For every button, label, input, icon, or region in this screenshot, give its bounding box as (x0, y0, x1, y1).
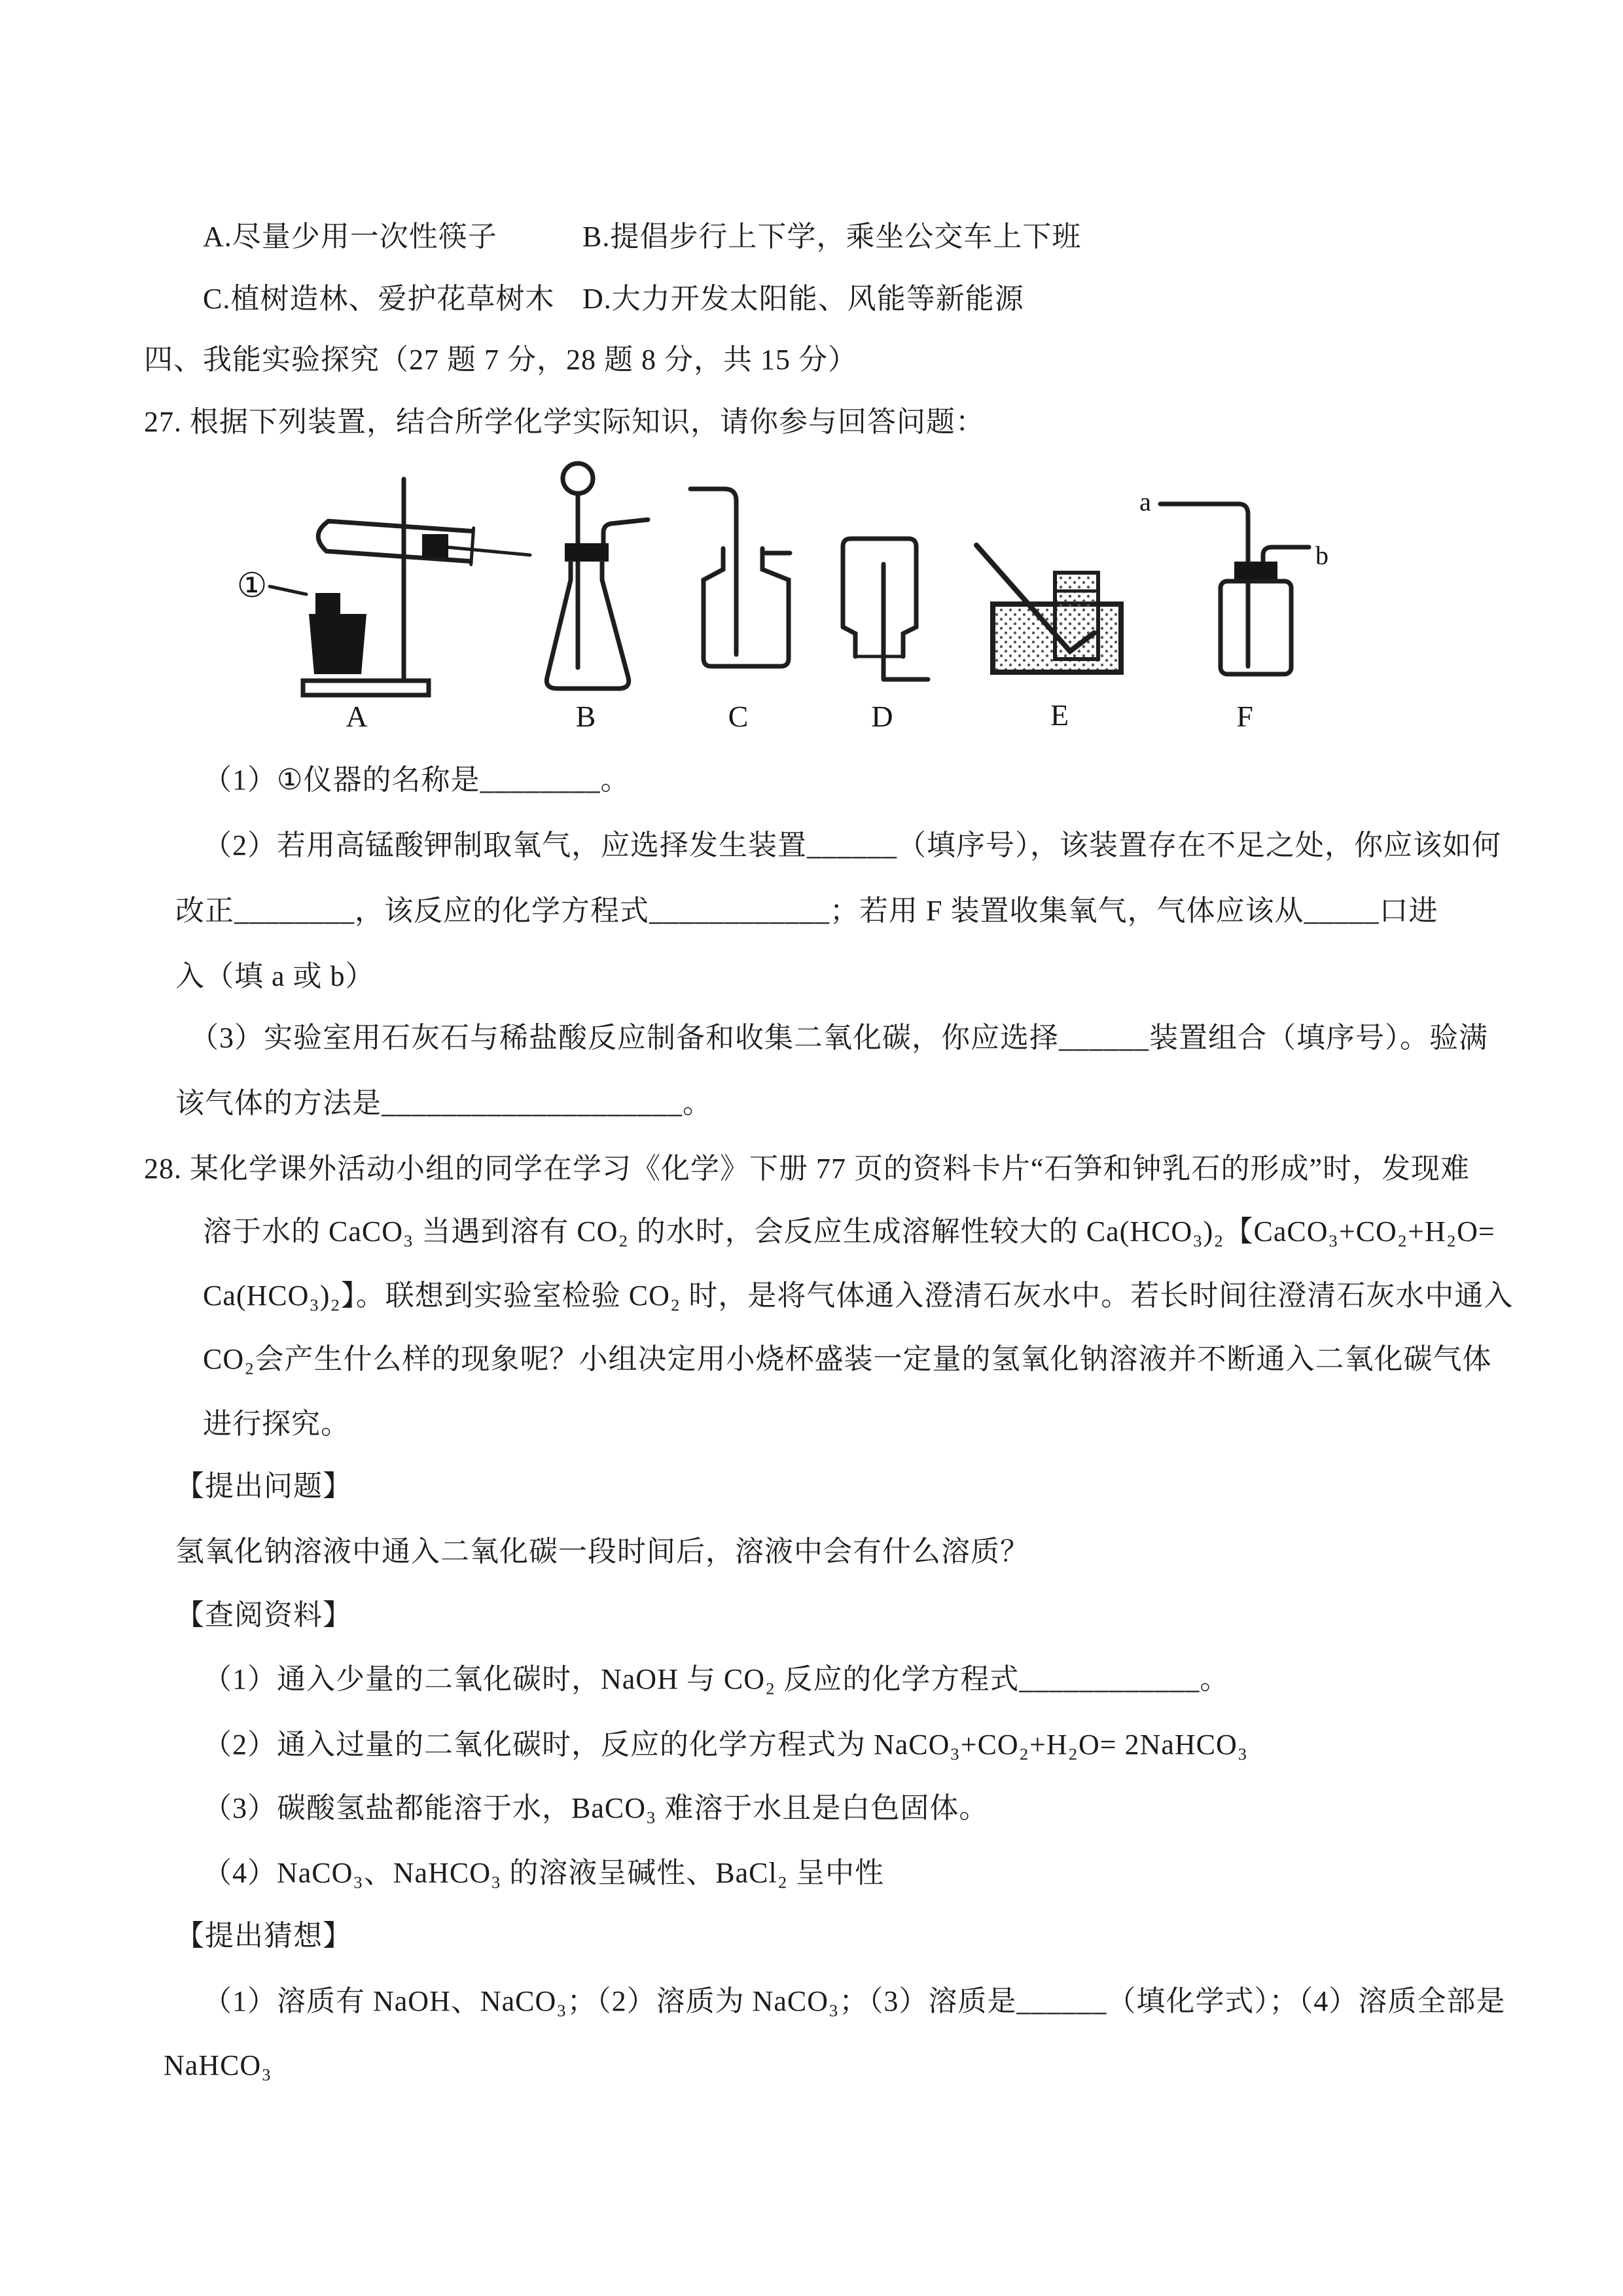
apparatus-b-generator (546, 463, 648, 689)
clamp-screw (447, 547, 530, 555)
question27-stem: 27. 根据下列装置，结合所学化学实际知识，请你参与回答问题： (144, 406, 985, 438)
apparatus-label-c: C (728, 700, 749, 733)
q28-ask-header: 【提出问题】 (175, 1470, 352, 1502)
q27-sub1: （1）①仪器的名称是________。 (203, 764, 630, 796)
port-label-a: a (1139, 487, 1151, 516)
section-heading: 四、我能实验探究（27 题 7 分，28 题 8 分，共 15 分） (144, 344, 857, 376)
q27-sub2-line1: （2）若用高锰酸钾制取氧气，应选择发生装置______（填序号），该装置存在不足之处，你应该如何 (203, 829, 1501, 861)
apparatus-f-washing-bottle (1160, 504, 1309, 674)
q28-stem-line5: 进行探究。 (203, 1408, 350, 1440)
apparatus-figure (229, 452, 1374, 736)
alcohol-lamp-icon (309, 593, 366, 674)
q28-stem-line1: 28. 某化学课外活动小组的同学在学习《化学》下册 77 页的资料卡片“石笋和钟乳石的形成”时，发现难 (144, 1153, 1471, 1185)
delivery-tube-b (603, 520, 648, 550)
q28-ref-item3: （3）碳酸氢盐都能溶于水，BaCO₃ 难溶于水且是白色固体。 (203, 1792, 989, 1824)
apparatus-a-heating-setup (270, 479, 530, 695)
q28-stem-line3: Ca(HCO₃)₂】。联想到实验室检验 CO₂ 时，是将气体通入澄清石灰水中。若长时间往澄清石灰水中通入 (203, 1280, 1514, 1312)
test-tube (317, 517, 473, 564)
q28-stem-line2: 溶于水的 CaCO₃ 当遇到溶有 CO₂ 的水时，会反应生成溶解性较大的 Ca(HCO₃)₂【CaCO₃+CO₂+H₂O= (203, 1215, 1495, 1247)
q28-guess-line1: （1）溶质有 NaOH、NaCO₃；（2）溶质为 NaCO₃；（3）溶质是______（填化学式）；（4）溶质全部是 (203, 1985, 1506, 2017)
port-a-tube (1160, 504, 1248, 666)
apparatus-label-e: E (1050, 698, 1069, 732)
bottle-d (843, 539, 916, 656)
q28-ref-header: 【查阅资料】 (175, 1599, 352, 1631)
marker-pointer-line (270, 586, 306, 594)
apparatus-label-f: F (1236, 700, 1253, 733)
iron-stand-base (303, 681, 429, 695)
q27-sub3-line1: （3）实验室用石灰石与稀盐酸反应制备和收集二氧化碳，你应选择______装置组合（填序号）。验满 (190, 1022, 1488, 1054)
apparatus-e-water-trough-setup (976, 545, 1121, 672)
q28-guess-header: 【提出猜想】 (175, 1920, 352, 1952)
apparatus-label-d: D (871, 700, 893, 733)
bottle-c (704, 548, 789, 666)
clamp-holder (422, 534, 448, 558)
q27-sub2-line2: 改正________，该反应的化学方程式____________；若用 F 装置收集氧气，气体应该从_____口进 (175, 895, 1438, 927)
option-b: B.提倡步行上下学，乘坐公交车上下班 (582, 221, 1082, 253)
inlet-tube-d (883, 564, 928, 679)
apparatus-label-a: A (346, 700, 368, 733)
inlet-tube-c (690, 489, 736, 655)
bottle-f (1221, 581, 1291, 674)
apparatus-d-inverted-bottle (843, 539, 928, 679)
port-label-b: b (1315, 541, 1329, 570)
apparatus-label-b: B (575, 700, 596, 733)
q28-guess-line2: NaHCO₃ (164, 2049, 272, 2081)
option-a: A.尽量少用一次性筷子 (203, 221, 497, 253)
q27-sub2-line3: 入（填 a 或 b） (175, 960, 375, 992)
q28-stem-line4: CO₂会产生什么样的现象呢？小组决定用小烧杯盛装一定量的氢氧化钠溶液并不断通入二氧化碳气体 (203, 1343, 1492, 1375)
option-d: D.大力开发太阳能、风能等新能源 (582, 283, 1024, 315)
q28-ref-item4: （4）NaCO₃、NaHCO₃ 的溶液呈碱性、BaCl₂ 呈中性 (203, 1857, 885, 1889)
q27-sub3-line2: 该气体的方法是____________________。 (175, 1087, 712, 1119)
erlenmeyer-flask (546, 562, 628, 689)
q28-ask-question: 氢氧化钠溶液中通入二氧化碳一段时间后，溶液中会有什么溶质？ (175, 1535, 1029, 1568)
option-c: C.植树造林、爱护花草树木 (203, 283, 555, 315)
instrument-marker: ① (236, 567, 268, 605)
q28-ref-item2: （2）通入过量的二氧化碳时，反应的化学方程式为 NaCO₃+CO₂+H₂O= 2NaHCO₃ (203, 1729, 1249, 1761)
q28-ref-item1: （1）通入少量的二氧化碳时，NaOH 与 CO₂ 反应的化学方程式____________。 (203, 1663, 1230, 1695)
stopper-b (565, 543, 609, 562)
apparatus-c-collection-bottle (690, 489, 790, 666)
thistle-funnel-mouth (563, 463, 593, 493)
